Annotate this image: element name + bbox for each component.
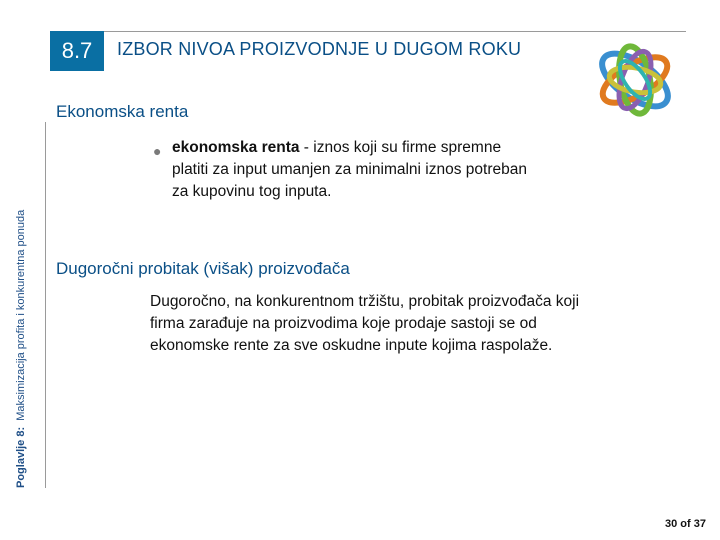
bullet-item xyxy=(153,137,532,203)
interlocking-rings-icon xyxy=(583,30,687,128)
section-number: 8.7 xyxy=(50,31,104,71)
chapter-title: Maksimizacija profita i konkurentna ponuda xyxy=(15,209,27,421)
page-number: 30 of 37 xyxy=(665,518,706,530)
bullet-definition: - iznos koji su firme spremne platiti za input umanjen za minimalni iznos potreban za kupovinu tog inputa. xyxy=(172,139,527,200)
heading-economic-rent: Ekonomska renta xyxy=(56,102,189,121)
heading-producer-surplus: Dugoročni probitak (višak) proizvođača xyxy=(56,259,350,278)
chapter-label xyxy=(15,210,27,488)
bullet-dot-icon: ● xyxy=(153,143,162,159)
page-title: IZBOR NIVOA PROIZVODNJE U DUGOM ROKU xyxy=(117,39,522,59)
chapter-number: Poglavlje 8: xyxy=(15,426,27,488)
bullet-term: ekonomska renta xyxy=(172,139,300,156)
sidebar-divider xyxy=(45,122,46,488)
paragraph: Dugoročno, na konkurentnom tržištu, probitak proizvođača koji firma zarađuje na proizvodima koje prodaje sastoji se od ekonomske rente za sve oskudne inpute kojima raspolaže. xyxy=(150,293,580,354)
